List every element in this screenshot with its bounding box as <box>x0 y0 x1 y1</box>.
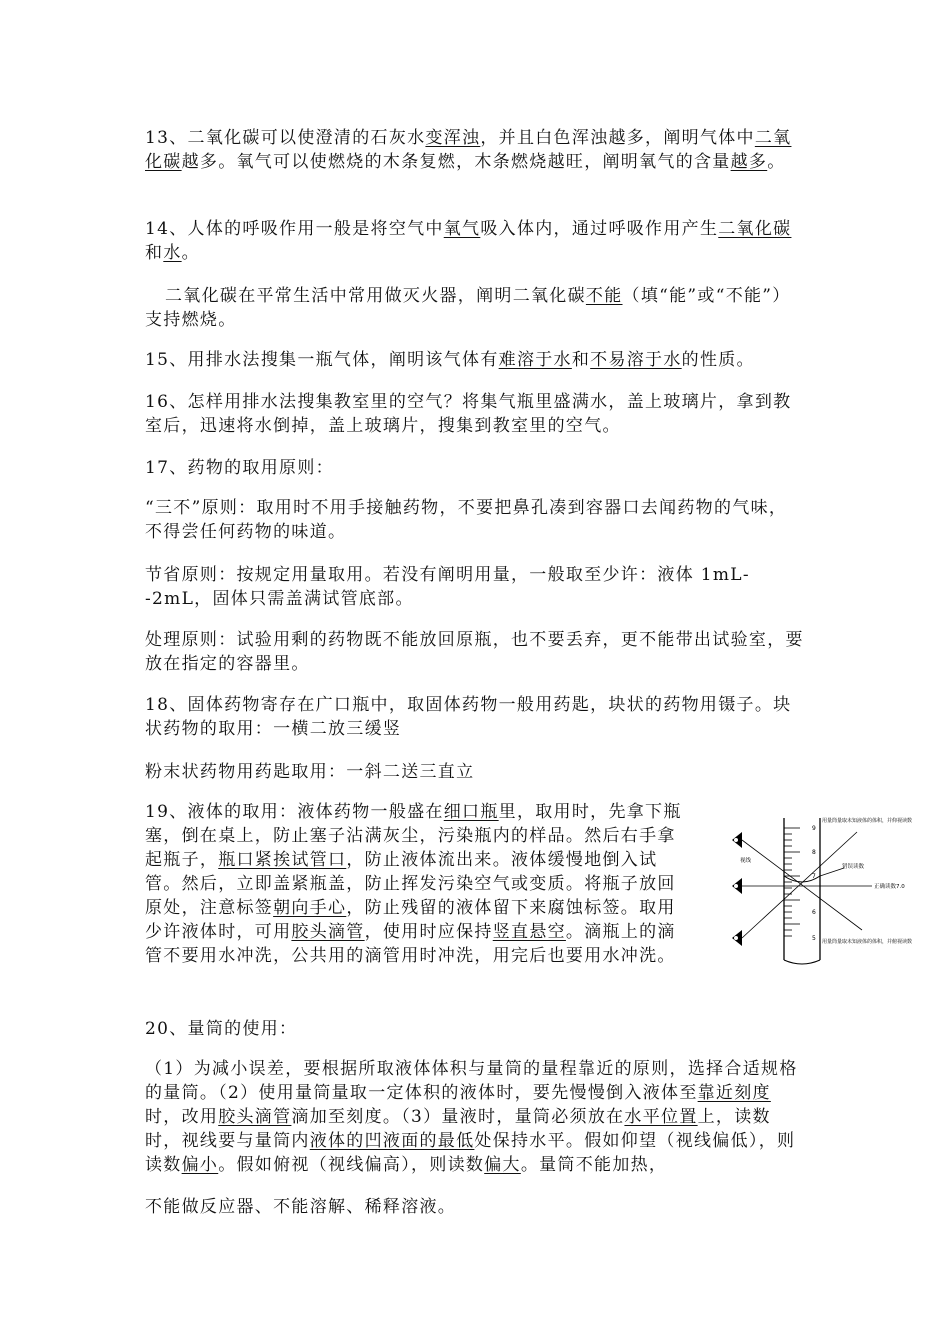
paragraph-13 <box>145 126 805 174</box>
text: 。滴瓶上的滴管不要用水冲洗，公共用的滴管用时冲洗，用完后也要用水冲洗。 <box>145 922 676 966</box>
text: 14、人体的呼吸作用一般是将空气中 <box>145 219 444 239</box>
answer-blank: 液体的凹液面的最低 <box>309 1131 475 1151</box>
answer-blank: 变浑浊 <box>425 128 481 148</box>
text: 13、二氧化碳可以使澄清的石灰水 <box>145 128 426 148</box>
text: 19、液体的取用：液体药物一般盛在 <box>145 802 444 822</box>
answer-blank: 不能 <box>585 286 623 306</box>
wrong-reading-label: 错误读数 <box>842 864 865 870</box>
answer-blank: 越多 <box>730 152 768 172</box>
tick-label: 5 <box>812 935 816 942</box>
text: 15、用排水法搜集一瓶气体，阐明该气体有 <box>145 350 499 370</box>
answer-blank: 胶头滴管 <box>218 1107 292 1127</box>
paragraph-20-restrictions: 不能做反应器、不能溶解、稀释溶液。 <box>145 1197 457 1217</box>
tick-label: 8 <box>812 849 816 856</box>
text: ，使用时应保持 <box>364 922 493 942</box>
text: 的性质。 <box>681 350 755 370</box>
text: 吸入体内，通过呼吸作用产生 <box>480 219 719 239</box>
eye-icon <box>732 930 742 946</box>
answer-blank: 胶头滴管 <box>291 922 365 942</box>
text: 上，读数时，视线要与量筒内 <box>145 1107 771 1151</box>
text: 越多。氧气可以使燃烧的木条复燃，木条燃烧越旺，阐明氧气的含量 <box>181 152 731 172</box>
text: （填“能”或“不能”）支持燃烧。 <box>145 286 791 330</box>
answer-blank: 二氧化碳 <box>718 219 792 239</box>
answer-blank: 竖直悬空 <box>492 922 566 942</box>
paragraph-17-rule-three-no: “三不”原则：取用时不用手接触药物，不要把鼻孔凑到容器口去闻药物的气味，不得尝任何药物的味道。 <box>145 498 788 542</box>
text: 二氧化碳在平常生活中常用做灭火器，阐明二氧化碳 <box>165 286 586 306</box>
text: 。假如俯视（视线偏高），则读数 <box>218 1155 485 1175</box>
graduated-cylinder-reading-diagram <box>722 810 944 970</box>
text: 时，改用 <box>145 1107 219 1127</box>
text: 。量筒不能加热， <box>520 1155 668 1175</box>
tick-label: 9 <box>812 825 816 832</box>
text: 处保持水平。假如仰望（视线偏低），则读数 <box>145 1131 796 1175</box>
tick-label: 7 <box>812 873 816 880</box>
paragraph-18: 18、固体药物寄存在广口瓶中，取固体药物一般用药匙，块状的药物用镊子。块状药物的取用：一横二放三缓竖 <box>145 695 792 739</box>
text: ，防止液体流出来。液体缓慢地倒入试管。然后，立即盖紧瓶盖，防止挥发污染空气或变质。将瓶子放回原处，注意标签 <box>145 850 676 918</box>
answer-blank: 偏小 <box>181 1155 219 1175</box>
paragraph-19 <box>145 800 685 968</box>
sight-line-label: 视线 <box>740 858 752 864</box>
high-sight-line <box>742 840 862 930</box>
answer-blank: 朝向手心 <box>273 898 347 918</box>
paragraph-17-heading: 17、药物的取用原则： <box>145 458 334 478</box>
answer-blank: 难溶于水 <box>498 350 572 370</box>
answer-blank: 瓶口紧挨试管口 <box>218 850 347 870</box>
eye-icon <box>732 878 742 894</box>
answer-blank: 水平位置 <box>624 1107 698 1127</box>
text: ，防止残留的液体留下来腐蚀标签。取用少许液体时，可用 <box>145 898 676 942</box>
paragraph-14-co2 <box>145 284 805 332</box>
paragraph-17-rule-disposal: 处理原则：试验用剩的药物既不能放回原瓶，也不要丢弃，更不能带出试验室，要放在指定的容器里。 <box>145 630 804 674</box>
paragraph-16: 16、怎样用排水法搜集教室里的空气？将集气瓶里盛满水，盖上玻璃片，拿到教室后，迅速将水倒掉，盖上玻璃片，搜集到教室里的空气。 <box>145 392 792 436</box>
low-sight-line <box>742 832 857 938</box>
text: 。 <box>767 152 786 172</box>
paragraph-20-usage <box>145 1057 805 1177</box>
paragraph-17-rule-saving: 节省原则：按规定用量取用。若没有阐明用量，一般取至少许：液体 1mL--2mL，固体只需盖满试管底部。 <box>145 565 750 609</box>
answer-blank: 靠近刻度 <box>697 1083 771 1103</box>
answer-blank: 二氧化碳 <box>145 128 792 172</box>
answer-blank: 细口瓶 <box>443 802 499 822</box>
text: 滴加至刻度。（3）量液时，量筒必须放在 <box>291 1107 625 1127</box>
answer-blank: 偏大 <box>484 1155 521 1175</box>
answer-blank: 氧气 <box>443 219 481 239</box>
eye-icon <box>732 832 742 848</box>
paragraph-14 <box>145 217 805 265</box>
text: 和 <box>145 243 164 263</box>
cylinder-bottom <box>784 960 820 964</box>
correct-reading-label: 正确读数7.0 <box>874 884 905 890</box>
text: （1）为减小误差，要根据所取液体体积与量筒的量程靠近的原则，选择合适规格的量筒。（2）使用量筒量取一定体积的液体时，要先慢慢倒入液体至 <box>145 1059 798 1103</box>
downward-view-label: 用量筒量取未知液体的体积，并俯视读数 <box>822 939 913 945</box>
answer-blank: 水 <box>163 243 182 263</box>
upward-view-label: 用量筒量取未知液体的体积，并仰视读数 <box>822 818 913 824</box>
text: 。 <box>181 243 200 263</box>
answer-blank: 不易溶于水 <box>590 350 682 370</box>
paragraph-18-powder: 粉末状药物用药匙取用：一斜二送三直立 <box>145 762 475 782</box>
tick-label: 6 <box>812 909 816 916</box>
text: 里，取用时，先拿下瓶塞，倒在桌上，防止塞子沾满灰尘，污染瓶内的样品。然后右手拿起瓶子， <box>145 802 682 870</box>
text: 和 <box>571 350 591 370</box>
text: ，并且白色浑浊越多，阐明气体中 <box>480 128 755 148</box>
paragraph-20-heading: 20、量筒的使用： <box>145 1019 298 1039</box>
paragraph-15 <box>145 348 805 372</box>
